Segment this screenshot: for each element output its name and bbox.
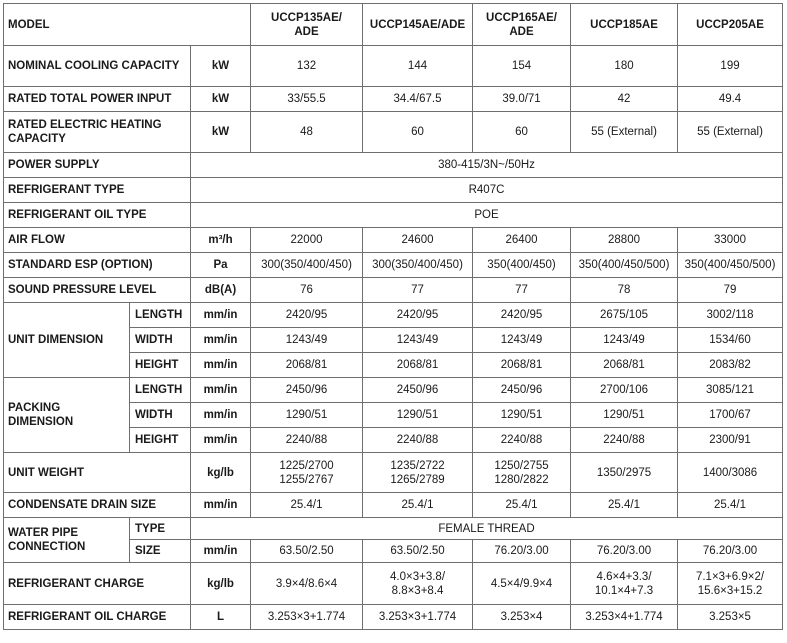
- water-pipe-size-value: 76.20/3.00: [473, 540, 571, 563]
- heating-value: 55 (External): [571, 112, 678, 153]
- pack-length-unit: mm/in: [191, 378, 251, 403]
- pack-length-value: 2450/96: [363, 378, 473, 403]
- power-input-value: 39.0/71: [473, 87, 571, 112]
- row-power-input: [4, 87, 783, 112]
- weight-value: 1250/2755 1280/2822: [473, 453, 571, 493]
- pack-height-value: 2240/88: [473, 428, 571, 453]
- unit-width-value: 1243/49: [251, 328, 363, 353]
- water-pipe-label: WATER PIPE CONNECTION: [4, 518, 130, 563]
- row-charge: [4, 563, 783, 605]
- power-supply-label: POWER SUPPLY: [4, 153, 191, 178]
- model-4: UCCP185AE: [571, 4, 678, 46]
- sound-value: 78: [571, 278, 678, 303]
- unit-width-value: 1243/49: [363, 328, 473, 353]
- power-supply-value: 380-415/3N~/50Hz: [191, 153, 783, 178]
- weight-value: 1225/2700 1255/2767: [251, 453, 363, 493]
- unit-height-value: 2083/82: [678, 353, 783, 378]
- weight-unit: kg/lb: [191, 453, 251, 493]
- row-water-pipe-type: [4, 518, 783, 540]
- sound-value: 77: [363, 278, 473, 303]
- charge-value: 4.0×3+3.8/ 8.8×3+8.4: [363, 563, 473, 605]
- row-unit-length: [4, 303, 783, 328]
- header-row: [4, 4, 783, 46]
- water-pipe-size-value: 76.20/3.00: [678, 540, 783, 563]
- cooling-unit: kW: [191, 46, 251, 87]
- pack-height-value: 2300/91: [678, 428, 783, 453]
- power-input-value: 42: [571, 87, 678, 112]
- row-heating: [4, 112, 783, 153]
- esp-value: 350(400/450/500): [678, 253, 783, 278]
- heating-label: RATED ELECTRIC HEATING CAPACITY: [4, 112, 191, 153]
- esp-value: 350(400/450/500): [571, 253, 678, 278]
- air-flow-label: AIR FLOW: [4, 228, 191, 253]
- weight-label: UNIT WEIGHT: [4, 453, 191, 493]
- unit-dimension-label: UNIT DIMENSION: [4, 303, 130, 378]
- drain-unit: mm/in: [191, 493, 251, 518]
- air-flow-value: 28800: [571, 228, 678, 253]
- cooling-value: 180: [571, 46, 678, 87]
- air-flow-value: 22000: [251, 228, 363, 253]
- row-esp: [4, 253, 783, 278]
- unit-height-value: 2068/81: [571, 353, 678, 378]
- row-sound: [4, 278, 783, 303]
- power-input-label: RATED TOTAL POWER INPUT: [4, 87, 191, 112]
- unit-length-value: 2420/95: [251, 303, 363, 328]
- air-flow-value: 24600: [363, 228, 473, 253]
- power-input-value: 33/55.5: [251, 87, 363, 112]
- model-2: UCCP145AE/ADE: [363, 4, 473, 46]
- oil-type-value: POE: [191, 203, 783, 228]
- cooling-value: 154: [473, 46, 571, 87]
- weight-value: 1350/2975: [571, 453, 678, 493]
- unit-height-value: 2068/81: [251, 353, 363, 378]
- sound-value: 79: [678, 278, 783, 303]
- oil-charge-value: 3.253×3+1.774: [251, 605, 363, 630]
- pack-height-value: 2240/88: [251, 428, 363, 453]
- pack-length-value: 3085/121: [678, 378, 783, 403]
- pack-width-label: WIDTH: [130, 403, 191, 428]
- air-flow-value: 26400: [473, 228, 571, 253]
- model-5: UCCP205AE: [678, 4, 783, 46]
- unit-width-value: 1534/60: [678, 328, 783, 353]
- water-pipe-size-value: 63.50/2.50: [363, 540, 473, 563]
- water-pipe-size-value: 76.20/3.00: [571, 540, 678, 563]
- row-air-flow: [4, 228, 783, 253]
- unit-width-unit: mm/in: [191, 328, 251, 353]
- drain-value: 25.4/1: [473, 493, 571, 518]
- unit-width-label: WIDTH: [130, 328, 191, 353]
- heating-unit: kW: [191, 112, 251, 153]
- refrigerant-type-value: R407C: [191, 178, 783, 203]
- row-oil-charge: [4, 605, 783, 630]
- sound-label: SOUND PRESSURE LEVEL: [4, 278, 191, 303]
- unit-height-label: HEIGHT: [130, 353, 191, 378]
- pack-height-value: 2240/88: [363, 428, 473, 453]
- unit-length-label: LENGTH: [130, 303, 191, 328]
- charge-value: 7.1×3+6.9×2/ 15.6×3+15.2: [678, 563, 783, 605]
- air-flow-value: 33000: [678, 228, 783, 253]
- packing-dimension-label: PACKING DIMENSION: [4, 378, 130, 453]
- oil-charge-value: 3.253×4+1.774: [571, 605, 678, 630]
- heating-value: 48: [251, 112, 363, 153]
- charge-label: REFRIGERANT CHARGE: [4, 563, 191, 605]
- unit-height-value: 2068/81: [473, 353, 571, 378]
- unit-width-value: 1243/49: [571, 328, 678, 353]
- row-drain: [4, 493, 783, 518]
- row-oil-type: [4, 203, 783, 228]
- unit-length-value: 3002/118: [678, 303, 783, 328]
- oil-type-label: REFRIGERANT OIL TYPE: [4, 203, 191, 228]
- pack-width-unit: mm/in: [191, 403, 251, 428]
- pack-length-value: 2450/96: [251, 378, 363, 403]
- pack-width-value: 1290/51: [251, 403, 363, 428]
- spec-sheet: [3, 3, 783, 630]
- power-input-value: 49.4: [678, 87, 783, 112]
- drain-value: 25.4/1: [678, 493, 783, 518]
- model-3: UCCP165AE/ ADE: [473, 4, 571, 46]
- model-1: UCCP135AE/ ADE: [251, 4, 363, 46]
- drain-label: CONDENSATE DRAIN SIZE: [4, 493, 191, 518]
- unit-height-value: 2068/81: [363, 353, 473, 378]
- weight-value: 1400/3086: [678, 453, 783, 493]
- sound-value: 77: [473, 278, 571, 303]
- oil-charge-label: REFRIGERANT OIL CHARGE: [4, 605, 191, 630]
- sound-unit: dB(A): [191, 278, 251, 303]
- row-pack-length: [4, 378, 783, 403]
- water-pipe-size-value: 63.50/2.50: [251, 540, 363, 563]
- charge-value: 4.6×4+3.3/ 10.1×4+7.3: [571, 563, 678, 605]
- pack-height-unit: mm/in: [191, 428, 251, 453]
- drain-value: 25.4/1: [251, 493, 363, 518]
- charge-value: 3.9×4/8.6×4: [251, 563, 363, 605]
- model-label: MODEL: [4, 4, 251, 46]
- unit-length-value: 2420/95: [473, 303, 571, 328]
- esp-value: 300(350/400/450): [363, 253, 473, 278]
- pack-width-value: 1290/51: [363, 403, 473, 428]
- power-input-value: 34.4/67.5: [363, 87, 473, 112]
- drain-value: 25.4/1: [571, 493, 678, 518]
- heating-value: 60: [363, 112, 473, 153]
- pack-width-value: 1290/51: [571, 403, 678, 428]
- unit-length-value: 2420/95: [363, 303, 473, 328]
- unit-length-value: 2675/105: [571, 303, 678, 328]
- cooling-value: 132: [251, 46, 363, 87]
- pack-length-value: 2450/96: [473, 378, 571, 403]
- unit-height-unit: mm/in: [191, 353, 251, 378]
- row-refrigerant-type: [4, 178, 783, 203]
- cooling-label: NOMINAL COOLING CAPACITY: [4, 46, 191, 87]
- pack-width-value: 1290/51: [473, 403, 571, 428]
- sound-value: 76: [251, 278, 363, 303]
- refrigerant-type-label: REFRIGERANT TYPE: [4, 178, 191, 203]
- drain-value: 25.4/1: [363, 493, 473, 518]
- charge-value: 4.5×4/9.9×4: [473, 563, 571, 605]
- cooling-value: 199: [678, 46, 783, 87]
- unit-width-value: 1243/49: [473, 328, 571, 353]
- power-input-unit: kW: [191, 87, 251, 112]
- weight-value: 1235/2722 1265/2789: [363, 453, 473, 493]
- oil-charge-unit: L: [191, 605, 251, 630]
- spec-table: [3, 3, 783, 630]
- oil-charge-value: 3.253×5: [678, 605, 783, 630]
- pack-height-value: 2240/88: [571, 428, 678, 453]
- row-cooling: [4, 46, 783, 87]
- oil-charge-value: 3.253×4: [473, 605, 571, 630]
- esp-value: 300(350/400/450): [251, 253, 363, 278]
- oil-charge-value: 3.253×3+1.774: [363, 605, 473, 630]
- cooling-value: 144: [363, 46, 473, 87]
- heating-value: 55 (External): [678, 112, 783, 153]
- row-power-supply: [4, 153, 783, 178]
- air-flow-unit: m³/h: [191, 228, 251, 253]
- pack-height-label: HEIGHT: [130, 428, 191, 453]
- heating-value: 60: [473, 112, 571, 153]
- unit-length-unit: mm/in: [191, 303, 251, 328]
- charge-unit: kg/lb: [191, 563, 251, 605]
- row-weight: [4, 453, 783, 493]
- esp-unit: Pa: [191, 253, 251, 278]
- water-pipe-size-label: SIZE: [130, 540, 191, 563]
- water-pipe-type-label: TYPE: [130, 518, 191, 540]
- esp-value: 350(400/450): [473, 253, 571, 278]
- water-pipe-type-value: FEMALE THREAD: [191, 518, 783, 540]
- water-pipe-size-unit: mm/in: [191, 540, 251, 563]
- esp-label: STANDARD ESP (OPTION): [4, 253, 191, 278]
- pack-width-value: 1700/67: [678, 403, 783, 428]
- pack-length-value: 2700/106: [571, 378, 678, 403]
- pack-length-label: LENGTH: [130, 378, 191, 403]
